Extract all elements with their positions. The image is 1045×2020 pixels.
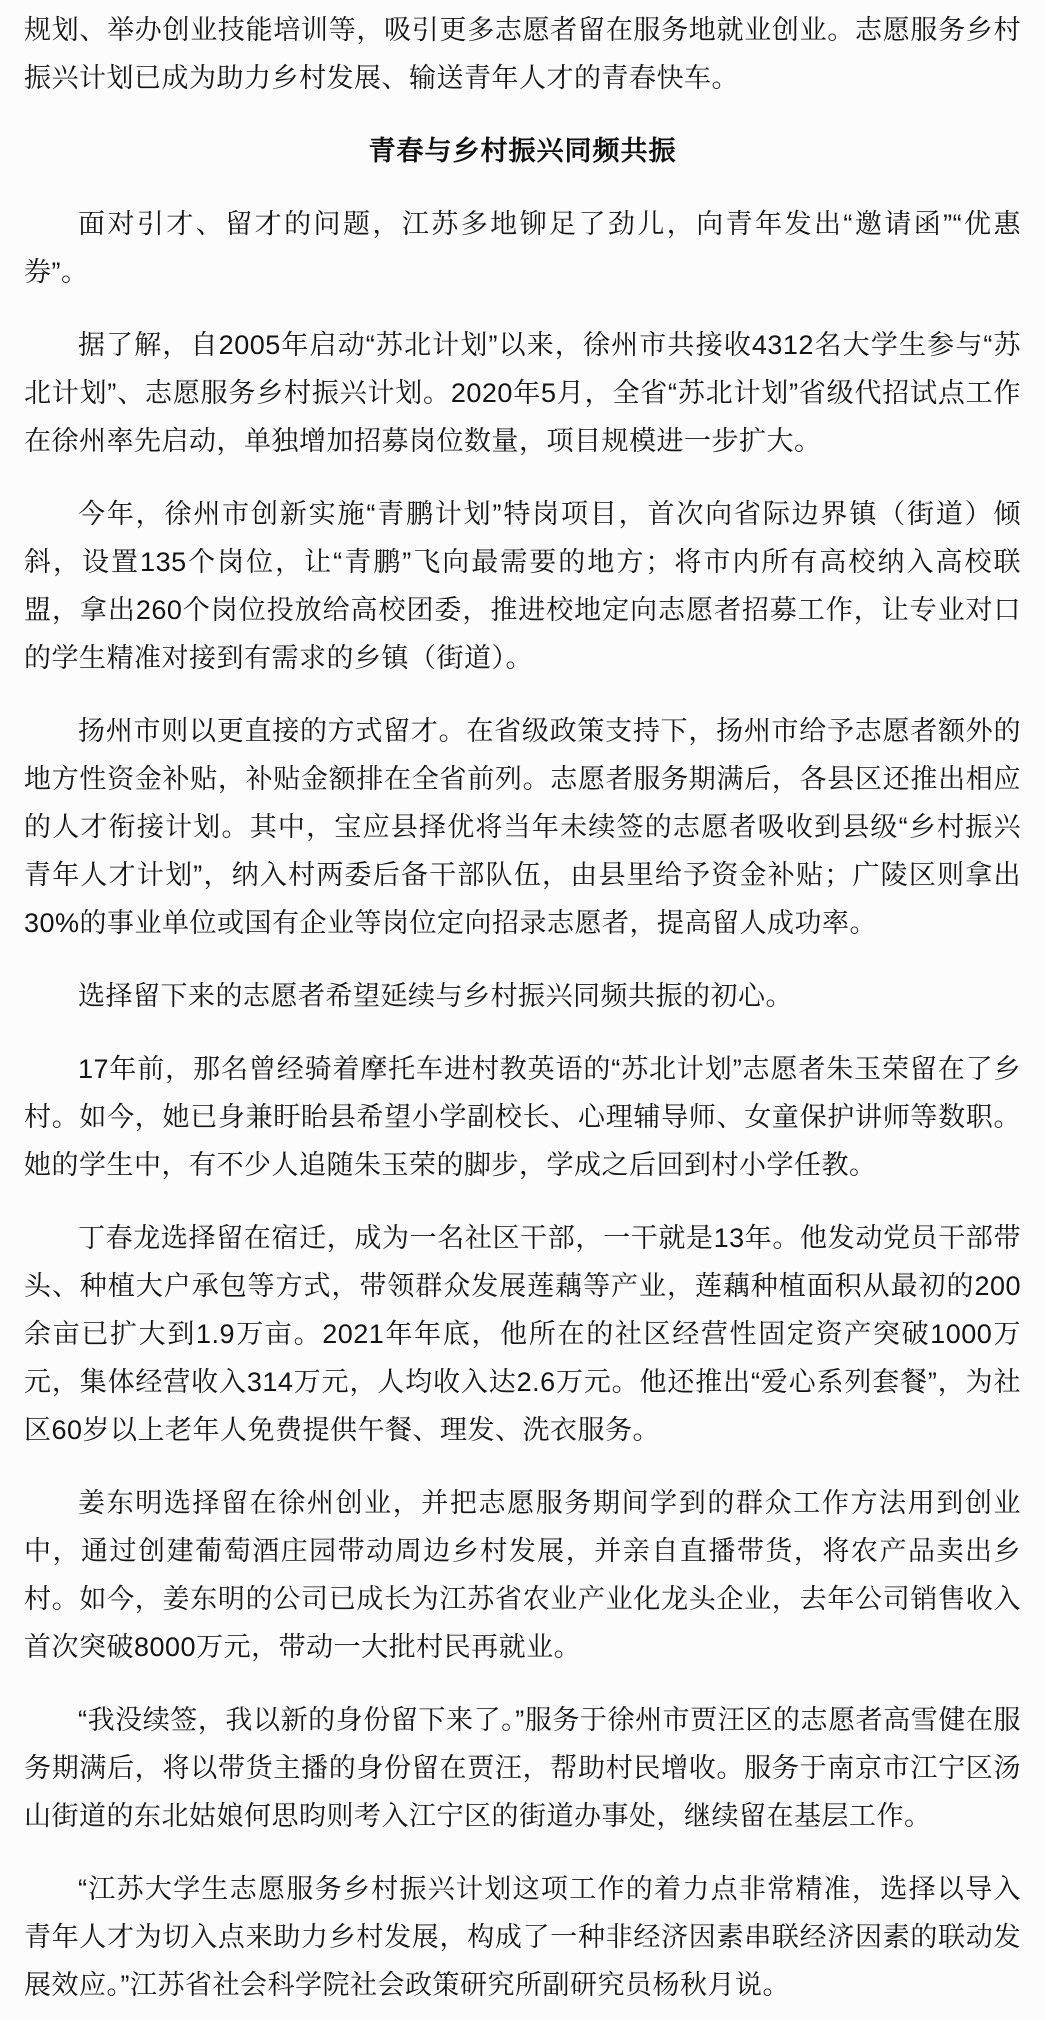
article-body [24,6,1021,2009]
paragraph: 今年，徐州市创新实施“青鹏计划”特岗项目，首次向省际边界镇（街道）倾斜，设置135个岗位，让“青鹏”飞向最需要的地方；将市内所有高校纳入高校联盟，拿出260个岗位投放给高校团委，推进校地定向志愿者招募工作，让专业对口的学生精准对接到有需求的乡镇（街道）。 [24,499,1021,673]
paragraph: 选择留下来的志愿者希望延续与乡村振兴同频共振的初心。 [78,981,793,1011]
paragraph: “江苏大学生志愿服务乡村振兴计划这项工作的着力点非常精准，选择以导入青年人才为切入点来助力乡村发展，构成了一种非经济因素串联经济因素的联动发展效应。”江苏省社会科学院社会政策研究所副研究员杨秋月说。 [24,1874,1021,2000]
paragraph: 丁春龙选择留在宿迁，成为一名社区干部，一干就是13年。他发动党员干部带头、种植大户承包等方式，带领群众发展莲藕等产业，莲藕种植面积从最初的200余亩已扩大到1.9万亩。2021年年底，他所在的社区经营性固定资产突破1000万元，集体经营收入314万元，人均收入达2.6万元。他还推出“爱心系列套餐”，为社区60岁以上老年人免费提供午餐、理发、洗衣服务。 [24,1223,1021,1445]
paragraph: 面对引才、留才的问题，江苏多地铆足了劲儿，向青年发出“邀请函”“优惠券”。 [24,209,1021,287]
paragraph-continuation: 规划、举办创业技能培训等，吸引更多志愿者留在服务地就业创业。志愿服务乡村振兴计划已成为助力乡村发展、输送青年人才的青春快车。 [24,15,1021,93]
section-heading: 青春与乡村振兴同频共振 [368,136,677,166]
paragraph: “我没续签，我以新的身份留下来了。”服务于徐州市贾汪区的志愿者高雪健在服务期满后，将以带货主播的身份留在贾汪，帮助村民增收。服务于南京市江宁区汤山街道的东北姑娘何思昀则考入江宁区的街道办事处，继续留在基层工作。 [24,1705,1021,1831]
paragraph: 据了解，自2005年启动“苏北计划”以来，徐州市共接收4312名大学生参与“苏北计划”、志愿服务乡村振兴计划。2020年5月，全省“苏北计划”省级代招试点工作在徐州率先启动，单独增加招募岗位数量，项目规模进一步扩大。 [24,330,1021,456]
paragraph: 扬州市则以更直接的方式留才。在省级政策支持下，扬州市给予志愿者额外的地方性资金补贴，补贴金额排在全省前列。志愿者服务期满后，各县区还推出相应的人才衔接计划。其中，宝应县择优将当年未续签的志愿者吸收到县级“乡村振兴青年人才计划”，纳入村两委后备干部队伍，由县里给予资金补贴；广陵区则拿出30%的事业单位或国有企业等岗位定向招录志愿者，提高留人成功率。 [24,716,1021,938]
paragraph: 姜东明选择留在徐州创业，并把志愿服务期间学到的群众工作方法用到创业中，通过创建葡萄酒庄园带动周边乡村发展，并亲自直播带货，将农产品卖出乡村。如今，姜东明的公司已成长为江苏省农业产业化龙头企业，去年公司销售收入首次突破8000万元，带动一大批村民再就业。 [24,1488,1021,1662]
paragraph: 17年前，那名曾经骑着摩托车进村教英语的“苏北计划”志愿者朱玉荣留在了乡村。如今，她已身兼盱眙县希望小学副校长、心理辅导师、女童保护讲师等数职。她的学生中，有不少人追随朱玉荣的脚步，学成之后回到村小学任教。 [24,1054,1021,1180]
